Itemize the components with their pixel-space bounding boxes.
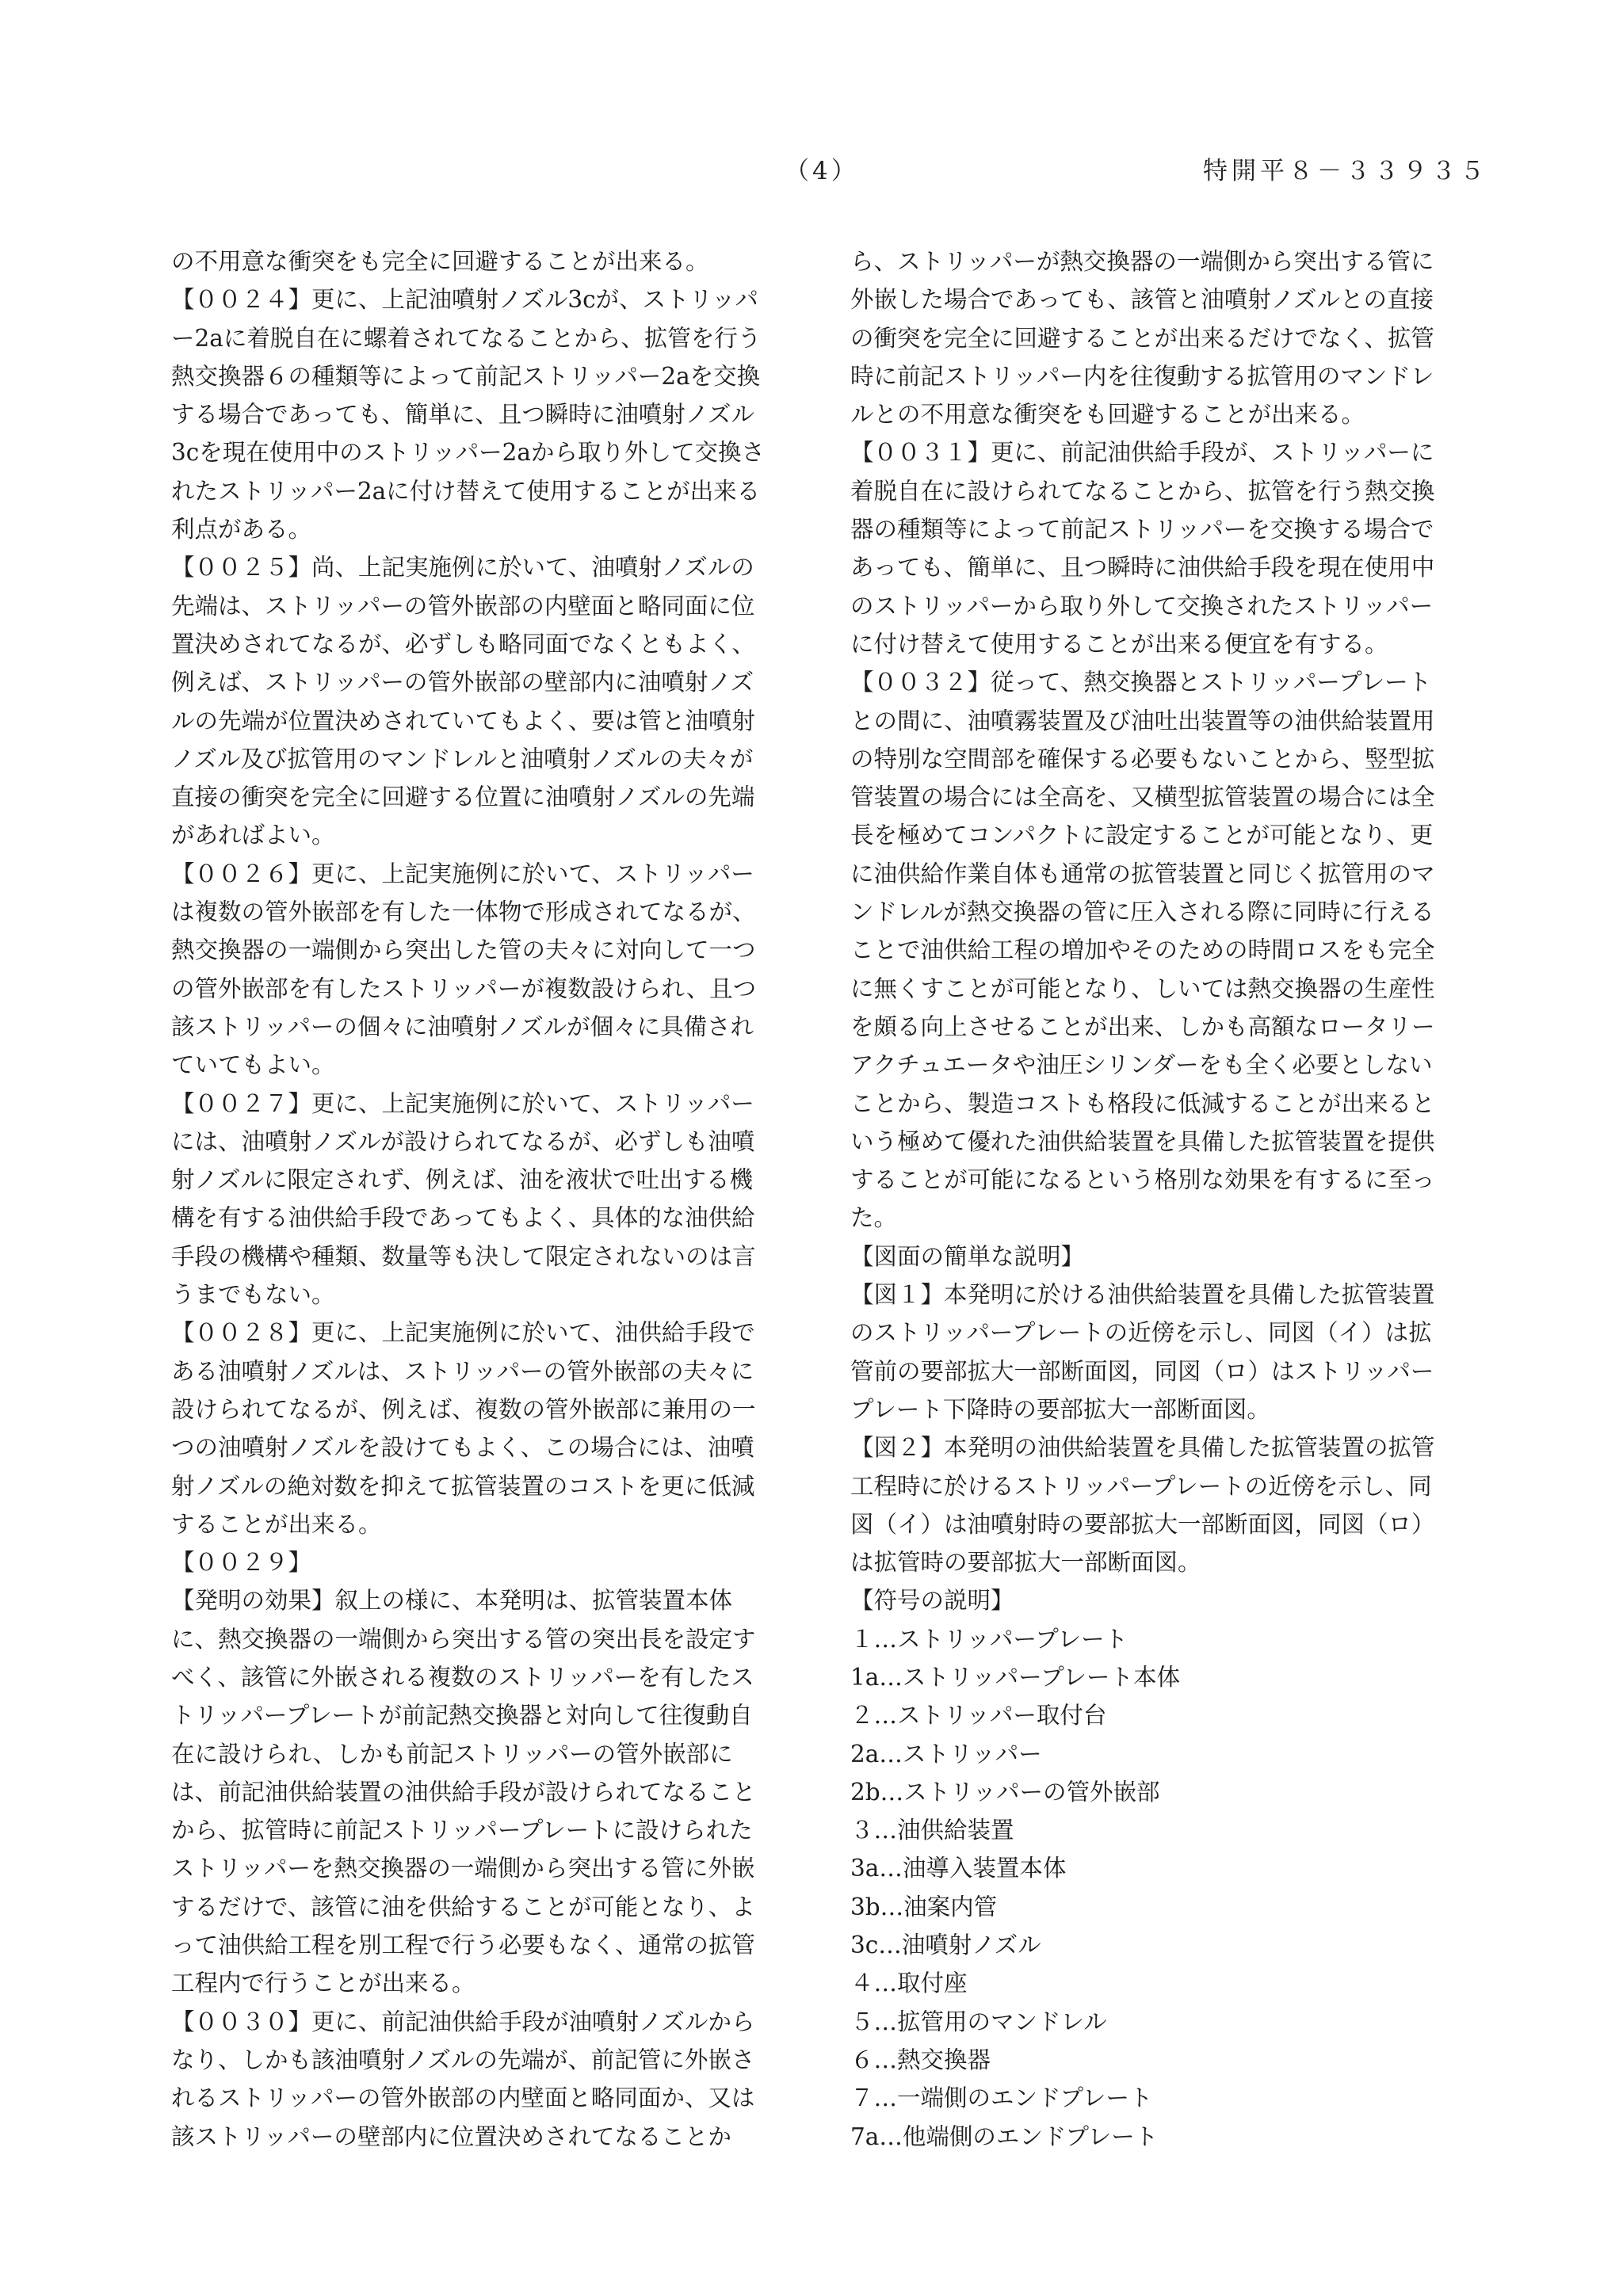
text-line: ことから、製造コストも格段に低減することが出来ると bbox=[850, 1089, 1435, 1117]
text-line: 【００２８】更に、上記実施例に於いて、油供給手段で bbox=[171, 1319, 755, 1347]
text-line: 3a…油導入装置本体 bbox=[850, 1855, 1067, 1882]
page-number: （4） bbox=[785, 157, 859, 185]
text-line: から、拡管時に前記ストリッパープレートに設けられた bbox=[171, 1817, 753, 1844]
text-line: ４…取付座 bbox=[850, 1970, 968, 1997]
text-line: は、前記油供給装置の油供給手段が設けられてなること bbox=[171, 1778, 756, 1806]
text-line: べく、該管に外嵌される複数のストリッパーを有したス bbox=[171, 1663, 754, 1691]
text-line: 例えば、ストリッパーの管外嵌部の壁部内に油噴射ノズ bbox=[171, 669, 754, 696]
text-line: 該ストリッパーの個々に油噴射ノズルが個々に具備され bbox=[171, 1013, 754, 1040]
text-line: 図（イ）は油噴射時の要部拡大一部断面図，同図（ロ） bbox=[850, 1510, 1435, 1538]
text-line: 【００２６】更に、上記実施例に於いて、ストリッパー bbox=[171, 860, 754, 887]
text-line: ー2aに着脱自在に螺着されてなることから、拡管を行う bbox=[171, 324, 762, 352]
text-line: 3cを現在使用中のストリッパー2aから取り外して交換さ bbox=[171, 439, 765, 467]
text-line: トリッパープレートが前記熱交換器と対向して往復動自 bbox=[171, 1702, 753, 1730]
text-line: 熱交換器６の種類等によって前記ストリッパー2aを交換 bbox=[171, 362, 761, 390]
right-text-column bbox=[850, 242, 1484, 2156]
text-line: 在に設けられ、しかも前記ストリッパーの管外嵌部に bbox=[171, 1740, 733, 1768]
text-line: れたストリッパー2aに付け替えて使用することが出来る bbox=[171, 477, 761, 505]
text-line: 手段の機構や種類、数量等も決して限定されないのは言 bbox=[171, 1242, 756, 1270]
text-line: れるストリッパーの管外嵌部の内壁面と略同面か、又は bbox=[171, 2084, 755, 2112]
document-number: 特開平８－３３９３５ bbox=[1203, 157, 1488, 185]
text-line: を頗る向上させることが出来、しかも高額なロータリー bbox=[850, 1013, 1435, 1040]
text-line: 該ストリッパーの壁部内に位置決めされてなることか bbox=[171, 2122, 731, 2150]
text-line: に、熱交換器の一端側から突出する管の突出長を設定す bbox=[171, 1625, 756, 1653]
text-line: た。 bbox=[850, 1204, 898, 1232]
text-line: 時に前記ストリッパー内を往復動する拡管用のマンドレ bbox=[850, 362, 1434, 390]
text-line: ３…油供給装置 bbox=[850, 1817, 1014, 1844]
text-line: 外嵌した場合であっても、該管と油噴射ノズルとの直接 bbox=[850, 286, 1434, 314]
text-line: ルとの不用意な衝突をも回避することが出来る。 bbox=[850, 401, 1365, 429]
left-text-column bbox=[171, 242, 805, 2156]
text-line: のストリッパープレートの近傍を示し、同図（イ）は拡 bbox=[850, 1319, 1432, 1347]
text-line: 【００３０】更に、前記油供給手段が油噴射ノズルから bbox=[171, 2008, 755, 2035]
text-line: する場合であっても、簡単に、且つ瞬時に油噴射ノズル bbox=[171, 401, 755, 429]
text-line: いう極めて優れた油供給装置を具備した拡管装置を提供 bbox=[850, 1127, 1435, 1155]
text-line: ストリッパーを熱交換器の一端側から突出する管に外嵌 bbox=[171, 1855, 755, 1882]
text-line: に付け替えて使用することが出来る便宜を有する。 bbox=[850, 630, 1388, 658]
text-line: 2a…ストリッパー bbox=[850, 1740, 1042, 1768]
text-line: 【図２】本発明の油供給装置を具備した拡管装置の拡管 bbox=[850, 1434, 1435, 1462]
text-line: することが出来る。 bbox=[171, 1510, 382, 1538]
text-line: は複数の管外嵌部を有した一体物で形成されてなるが、 bbox=[171, 898, 756, 926]
text-line: ルの先端が位置決めされていてもよく、要は管と油噴射 bbox=[171, 707, 755, 734]
text-line: ある油噴射ノズルは、ストリッパーの管外嵌部の夫々に bbox=[171, 1357, 754, 1385]
text-line: 直接の衝突を完全に回避する位置に油噴射ノズルの先端 bbox=[171, 784, 755, 811]
text-line: には、油噴射ノズルが設けられてなるが、必ずしも油噴 bbox=[171, 1127, 755, 1155]
text-line: 管前の要部拡大一部断面図，同図（ロ）はストリッパー bbox=[850, 1357, 1434, 1385]
text-line: するだけで、該管に油を供給することが可能となり、よ bbox=[171, 1893, 755, 1920]
text-line: との間に、油噴霧装置及び油吐出装置等の油供給装置用 bbox=[850, 707, 1435, 734]
text-line: の不用意な衝突をも完全に回避することが出来る。 bbox=[171, 248, 709, 275]
text-line: 【００２７】更に、上記実施例に於いて、ストリッパー bbox=[171, 1089, 754, 1117]
text-line: 長を極めてコンパクトに設定することが可能となり、更 bbox=[850, 822, 1434, 849]
text-line: 【００２９】 bbox=[171, 1549, 312, 1577]
text-line: 2b…ストリッパーの管外嵌部 bbox=[850, 1778, 1160, 1806]
text-line: 熱交換器の一端側から突出した管の夫々に対向して一つ bbox=[171, 936, 756, 964]
text-line: ノズル及び拡管用のマンドレルと油噴射ノズルの夫々が bbox=[171, 745, 754, 772]
text-line: 【００３２】従って、熱交換器とストリッパープレート bbox=[850, 669, 1432, 696]
text-line: １…ストリッパープレート bbox=[850, 1625, 1128, 1653]
text-line: があればよい。 bbox=[171, 822, 335, 849]
text-line: 【００２５】尚、上記実施例に於いて、油噴射ノズルの bbox=[171, 554, 754, 582]
text-line: アクチュエータや油圧シリンダーをも全く必要としない bbox=[850, 1051, 1433, 1079]
text-line: 管装置の場合には全高を、又横型拡管装置の場合には全 bbox=[850, 784, 1435, 811]
text-line: 【００２４】更に、上記油噴射ノズル3cが、ストリッパ bbox=[171, 286, 758, 314]
text-line: ことで油供給工程の増加やそのための時間ロスをも完全 bbox=[850, 936, 1435, 964]
text-line: うまでもない。 bbox=[171, 1281, 335, 1309]
text-line: 【符号の説明】 bbox=[850, 1587, 1014, 1615]
text-line: の管外嵌部を有したストリッパーが複数設けられ、且つ bbox=[171, 974, 757, 1002]
text-line: に無くすことが可能となり、しいては熱交換器の生産性 bbox=[850, 974, 1435, 1002]
text-line: の衝突を完全に回避することが出来るだけでなく、拡管 bbox=[850, 324, 1434, 352]
text-line: することが可能になるという格別な効果を有するに至っ bbox=[850, 1166, 1435, 1194]
text-line: ５…拡管用のマンドレル bbox=[850, 2008, 1107, 2035]
text-line: ２…ストリッパー取付台 bbox=[850, 1702, 1107, 1730]
text-line: 3b…油案内管 bbox=[850, 1893, 998, 1920]
text-line: 【図１】本発明に於ける油供給装置を具備した拡管装置 bbox=[850, 1281, 1435, 1309]
text-line: 着脱自在に設けられてなることから、拡管を行う熱交換 bbox=[850, 477, 1435, 505]
text-line: ていてもよい。 bbox=[171, 1051, 335, 1079]
text-line: なり、しかも該油噴射ノズルの先端が、前記管に外嵌さ bbox=[171, 2046, 755, 2073]
text-line: 1a…ストリッパープレート本体 bbox=[850, 1663, 1181, 1691]
text-line: 【発明の効果】叙上の様に、本発明は、拡管装置本体 bbox=[171, 1587, 733, 1615]
text-line: 【００３１】更に、前記油供給手段が、ストリッパーに bbox=[850, 439, 1434, 467]
text-line: つの油噴射ノズルを設けてもよく、この場合には、油噴 bbox=[171, 1434, 754, 1462]
text-line: の特別な空間部を確保する必要もないことから、竪型拡 bbox=[850, 745, 1435, 772]
text-line: あっても、簡単に、且つ瞬時に油供給手段を現在使用中 bbox=[850, 554, 1435, 582]
text-line: 射ノズルの絶対数を抑えて拡管装置のコストを更に低減 bbox=[171, 1472, 755, 1500]
text-line: のストリッパーから取り外して交換されたストリッパー bbox=[850, 592, 1434, 620]
text-line: 工程時に於けるストリッパープレートの近傍を示し、同 bbox=[850, 1472, 1432, 1500]
text-line: ら、ストリッパーが熱交換器の一端側から突出する管に bbox=[850, 248, 1434, 275]
text-line: 置決めされてなるが、必ずしも略同面でなくともよく、 bbox=[171, 630, 755, 658]
text-line: プレート下降時の要部拡大一部断面図。 bbox=[850, 1395, 1270, 1423]
text-line: 構を有する油供給手段であってもよく、具体的な油供給 bbox=[171, 1204, 755, 1232]
text-line: 【図面の簡単な説明】 bbox=[850, 1242, 1085, 1270]
text-line: 設けられてなるが、例えば、複数の管外嵌部に兼用の一 bbox=[171, 1395, 756, 1423]
text-line: ７…一端側のエンドプレート bbox=[850, 2084, 1153, 2112]
text-line: 3c…油噴射ノズル bbox=[850, 1932, 1041, 1959]
text-line: って油供給工程を別工程で行う必要もなく、通常の拡管 bbox=[171, 1932, 755, 1959]
text-line: に油供給作業自体も通常の拡管装置と同じく拡管用のマ bbox=[850, 860, 1435, 887]
text-line: 工程内で行うことが出来る。 bbox=[171, 1970, 475, 1997]
text-line: 7a…他端側のエンドプレート bbox=[850, 2122, 1159, 2150]
text-line: ンドレルが熱交換器の管に圧入される際に同時に行える bbox=[850, 898, 1434, 926]
text-line: 先端は、ストリッパーの管外嵌部の内壁面と略同面に位 bbox=[171, 592, 755, 620]
text-line: 射ノズルに限定されず、例えば、油を液状で吐出する機 bbox=[171, 1166, 753, 1194]
text-line: は拡管時の要部拡大一部断面図。 bbox=[850, 1549, 1201, 1577]
text-line: 利点がある。 bbox=[171, 516, 312, 543]
text-line: ６…熱交換器 bbox=[850, 2046, 991, 2073]
text-line: 器の種類等によって前記ストリッパーを交換する場合で bbox=[850, 516, 1434, 543]
